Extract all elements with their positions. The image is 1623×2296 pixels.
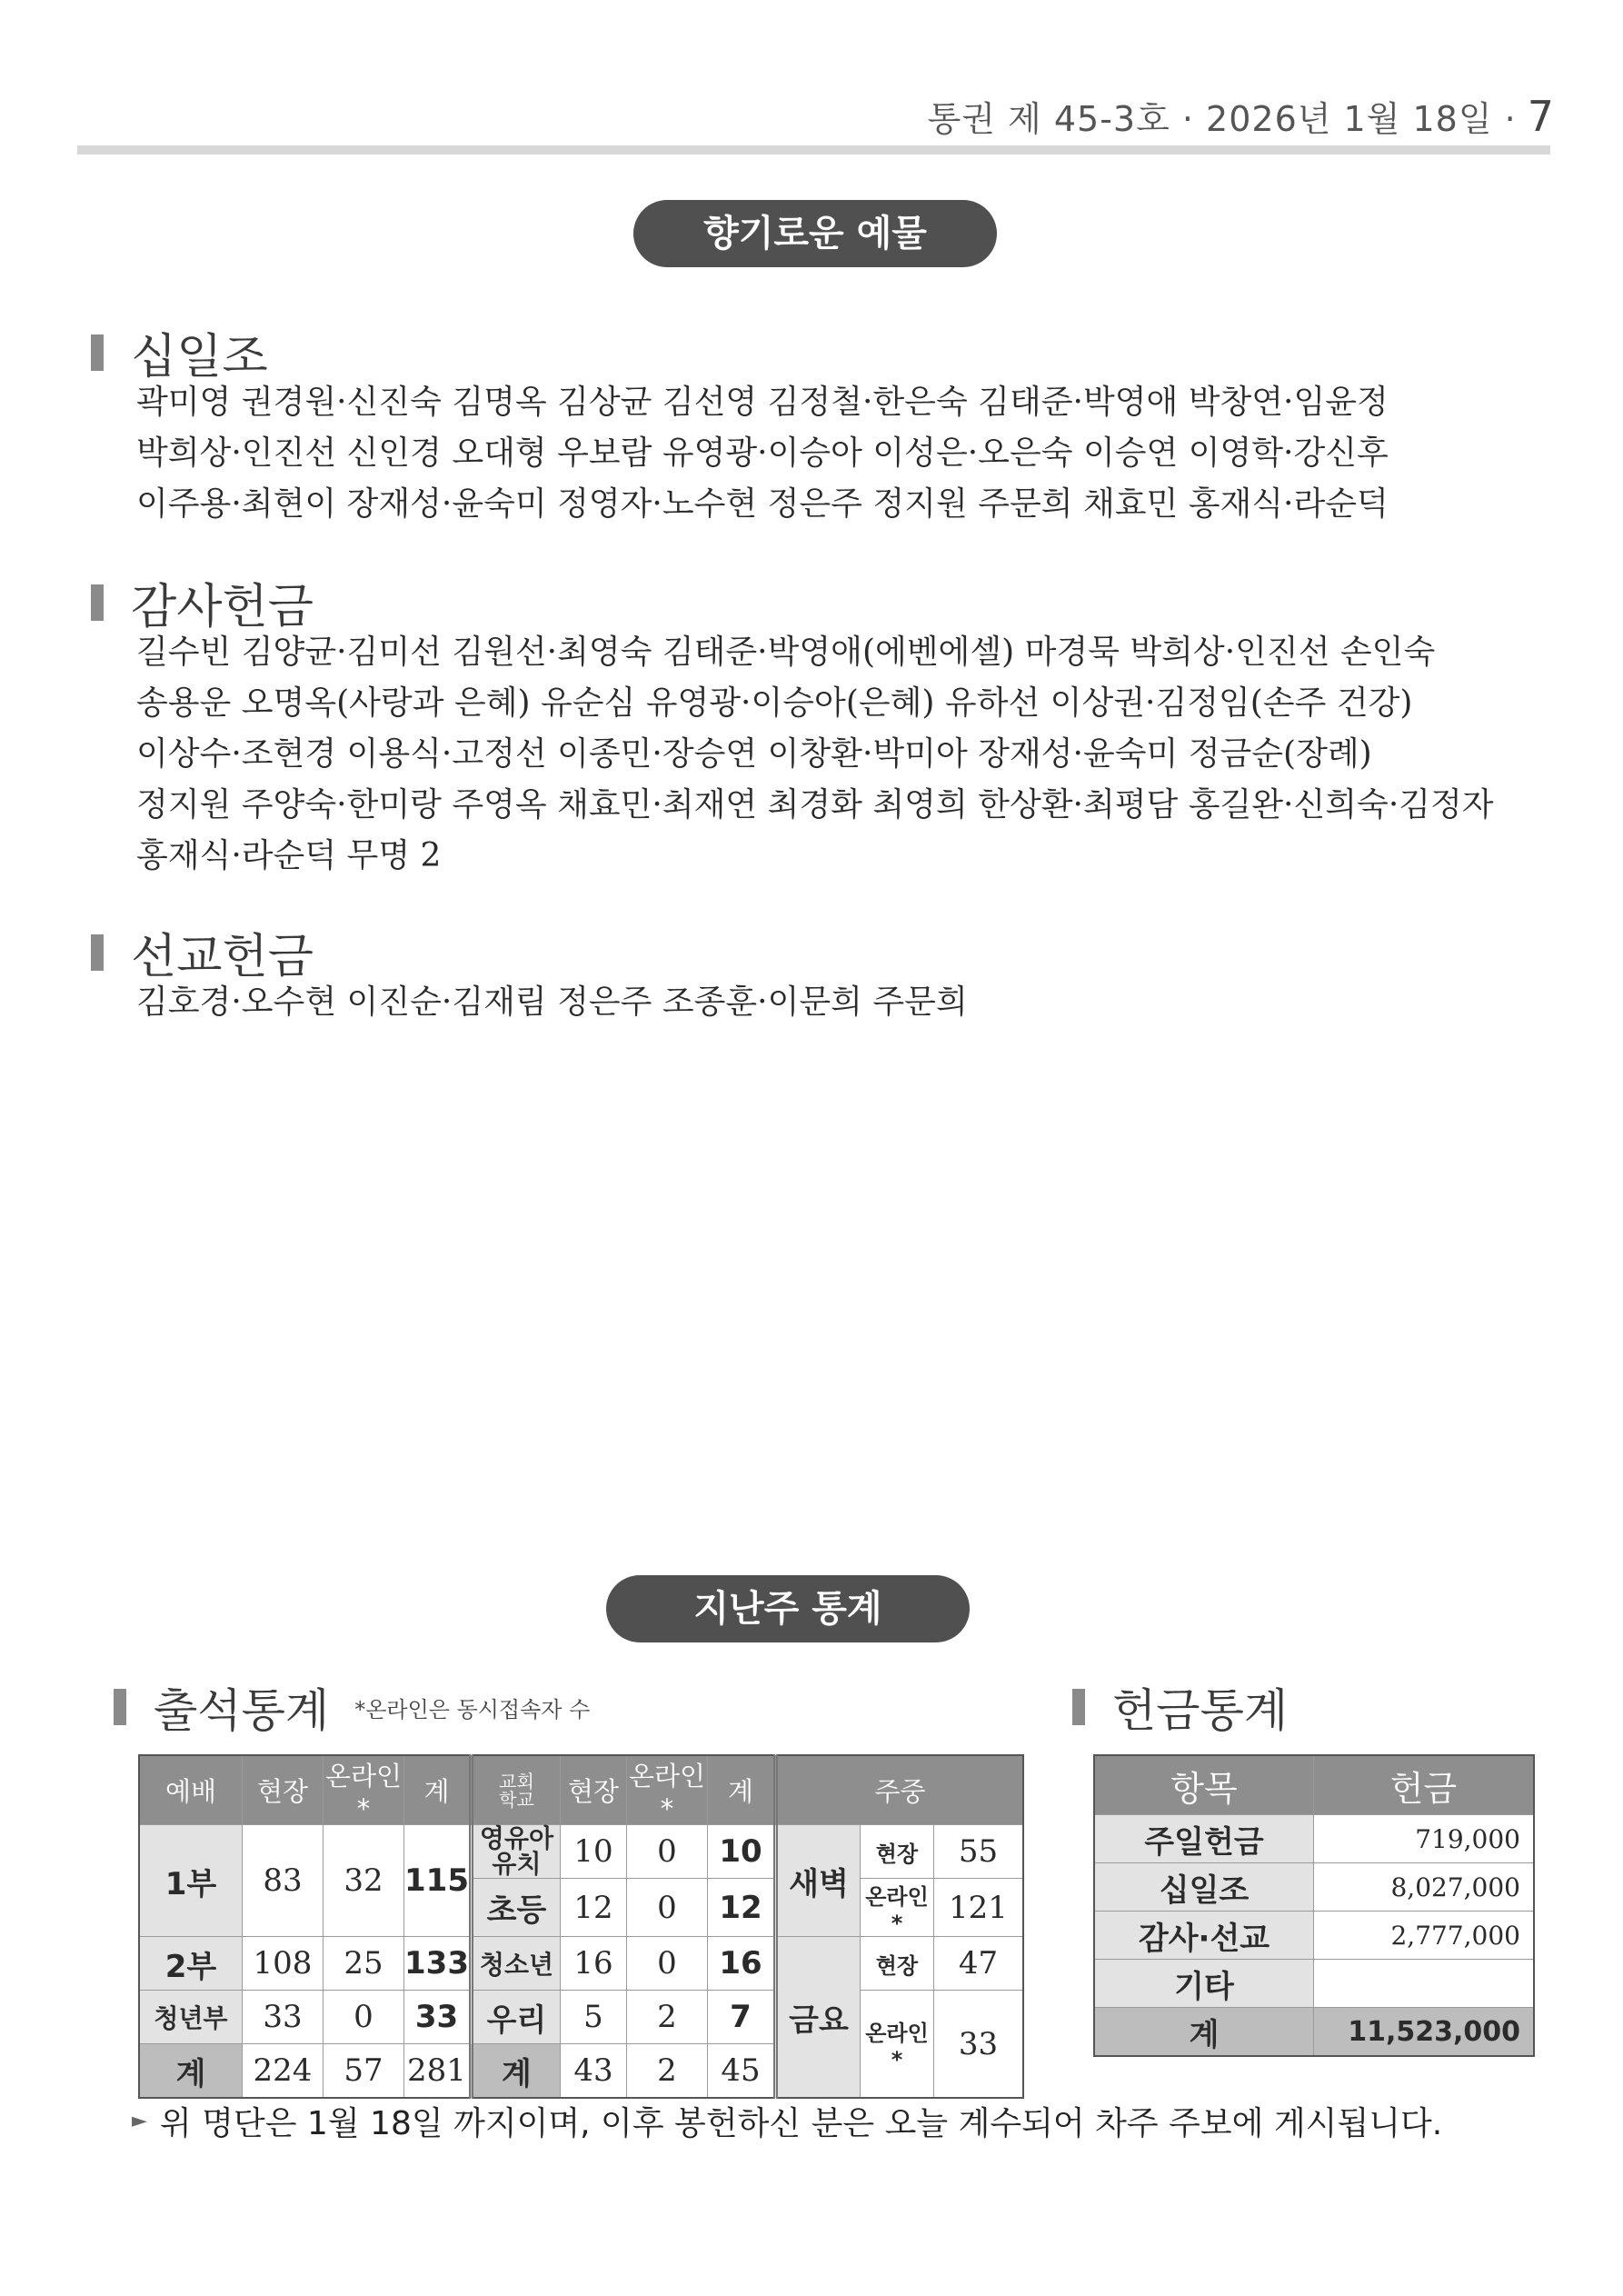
col-header: 헌금 bbox=[1314, 1755, 1535, 1815]
thanks-line: 홍재식·라순덕 무명 2 bbox=[136, 837, 442, 874]
tithe-line: 곽미영 권경원·신진숙 김명옥 김상균 김선영 김정철·한은숙 김태준·박영애 박창연·임윤정 bbox=[136, 384, 1389, 421]
cell: 121 bbox=[933, 1879, 1023, 1937]
thanks-line: 정지원 주양숙·한미랑 주영옥 채효민·최재연 최경화 최영희 한상환·최평담 홍길완·신희숙·김정자 bbox=[136, 786, 1494, 824]
cell: 45 bbox=[707, 2044, 775, 2099]
table-row bbox=[1094, 1863, 1534, 1912]
table-row bbox=[1094, 1912, 1534, 1960]
offering-total-label: 계 bbox=[1094, 2008, 1314, 2057]
attendance-table bbox=[138, 1754, 1024, 2099]
cell: 224 bbox=[243, 2044, 324, 2099]
thanks-section-title bbox=[91, 568, 314, 636]
school-total-label: 계 bbox=[471, 2044, 560, 2099]
cell: 47 bbox=[933, 1937, 1023, 1991]
school-label: 청소년 bbox=[471, 1937, 560, 1991]
offering-item: 감사·선교 bbox=[1094, 1912, 1314, 1960]
thanks-title-text: 감사헌금 bbox=[131, 580, 314, 634]
tithe-title-text: 십일조 bbox=[131, 330, 268, 384]
offering-amount: 719,000 bbox=[1314, 1815, 1535, 1863]
offering-item: 기타 bbox=[1094, 1960, 1314, 2008]
offerings-section-pill: 향기로운 예물 bbox=[633, 200, 997, 267]
offering-amount bbox=[1314, 1960, 1535, 2008]
col-header: 항목 bbox=[1094, 1755, 1314, 1815]
table-header-row bbox=[1094, 1755, 1534, 1815]
col-header: 온라인* bbox=[626, 1755, 707, 1825]
thanks-line: 길수빈 김양균·김미선 김원선·최영숙 김태준·박영애(에벤에셀) 마경묵 박희상·인진선 손인숙 bbox=[136, 634, 1436, 671]
cell: 133 bbox=[404, 1937, 472, 1991]
thanks-name-list bbox=[136, 627, 1494, 882]
col-header: 현장 bbox=[560, 1755, 626, 1825]
triangle-right-icon: ► bbox=[132, 2110, 147, 2132]
worship-label: 1부 bbox=[139, 1825, 243, 1937]
worship-label: 청년부 bbox=[139, 1991, 243, 2044]
attendance-note: *온라인은 동시접속자 수 bbox=[354, 1696, 591, 1722]
offering-item: 십일조 bbox=[1094, 1863, 1314, 1912]
cell: 0 bbox=[626, 1825, 707, 1879]
cell: 12 bbox=[707, 1879, 775, 1937]
col-header: 주중 bbox=[775, 1755, 1023, 1825]
col-header: 온라인* bbox=[324, 1755, 404, 1825]
cell: 10 bbox=[707, 1825, 775, 1879]
offering-item: 주일헌금 bbox=[1094, 1815, 1314, 1863]
cell: 32 bbox=[324, 1825, 404, 1937]
cell: 281 bbox=[404, 2044, 472, 2099]
offering-stats-section-title bbox=[1072, 1674, 1288, 1740]
section-bar bbox=[91, 934, 104, 971]
cell: 16 bbox=[560, 1937, 626, 1991]
tithe-section-title bbox=[91, 318, 268, 386]
tithe-line: 이주용·최현이 장재성·윤숙미 정영자·노수현 정은주 정지원 주문희 채효민 홍재식·라순덕 bbox=[136, 485, 1389, 523]
cell: 16 bbox=[707, 1937, 775, 1991]
weekday-label: 새벽 bbox=[775, 1825, 860, 1937]
cell: 0 bbox=[626, 1879, 707, 1937]
header-divider bbox=[77, 145, 1550, 155]
attendance-title-text: 출석통계 bbox=[154, 1684, 330, 1737]
cell: 10 bbox=[560, 1825, 626, 1879]
cell: 115 bbox=[404, 1825, 472, 1937]
page-number: 7 bbox=[1527, 92, 1555, 141]
mission-name-list bbox=[136, 977, 968, 1028]
cell: 33 bbox=[933, 1991, 1023, 2099]
cell: 33 bbox=[404, 1991, 472, 2044]
section-bar bbox=[1072, 1689, 1085, 1725]
cell: 현장 bbox=[860, 1825, 933, 1879]
offering-amount: 8,027,000 bbox=[1314, 1863, 1535, 1912]
cell: 12 bbox=[560, 1879, 626, 1937]
section-bar bbox=[91, 584, 104, 621]
cell: 33 bbox=[243, 1991, 324, 2044]
table-row bbox=[1094, 1960, 1534, 2008]
mission-title-text: 선교헌금 bbox=[131, 930, 314, 984]
offering-stats-title-text: 헌금통계 bbox=[1112, 1684, 1289, 1737]
table-row bbox=[1094, 1815, 1534, 1863]
offering-total-amount: 11,523,000 bbox=[1314, 2008, 1535, 2057]
tithe-name-list bbox=[136, 377, 1389, 530]
page-header bbox=[928, 91, 1555, 141]
attendance-section-title bbox=[114, 1674, 590, 1740]
table-total-row bbox=[1094, 2008, 1534, 2057]
cell: 온라인* bbox=[860, 1879, 933, 1937]
cell: 5 bbox=[560, 1991, 626, 2044]
worship-label: 2부 bbox=[139, 1937, 243, 1991]
col-header: 계 bbox=[707, 1755, 775, 1825]
section-bar bbox=[114, 1689, 126, 1725]
stats-section-pill: 지난주 통계 bbox=[606, 1575, 970, 1642]
school-label: 영유아 유치 bbox=[471, 1825, 560, 1879]
tithe-line: 박희상·인진선 신인경 오대형 우보람 유영광·이승아 이성은·오은숙 이승연 이영학·강신후 bbox=[136, 434, 1389, 472]
thanks-line: 이상수·조현경 이용식·고정선 이종민·장승연 이창환·박미아 장재성·윤숙미 정금순(장례) bbox=[136, 735, 1372, 773]
thanks-line: 송용운 오명옥(사랑과 은혜) 유순심 유영광·이승아(은혜) 유하선 이상권·김정임(손주 건강) bbox=[136, 684, 1413, 722]
col-header: 계 bbox=[404, 1755, 472, 1825]
cell: 83 bbox=[243, 1825, 324, 1937]
issue-info: 통권 제 45-3호 · 2026년 1월 18일 · bbox=[927, 99, 1517, 139]
mission-section-title bbox=[91, 918, 314, 986]
section-bar bbox=[91, 334, 104, 371]
cell: 온라인* bbox=[860, 1991, 933, 2099]
footnote bbox=[132, 2098, 1442, 2144]
col-header: 현장 bbox=[243, 1755, 324, 1825]
cell: 현장 bbox=[860, 1937, 933, 1991]
cell: 108 bbox=[243, 1937, 324, 1991]
table-row bbox=[139, 1825, 1023, 1879]
mission-line: 김호경·오수현 이진순·김재림 정은주 조종훈·이문희 주문희 bbox=[136, 983, 968, 1021]
table-row bbox=[139, 1937, 1023, 1991]
cell: 2 bbox=[626, 1991, 707, 2044]
cell: 0 bbox=[626, 1937, 707, 1991]
cell: 0 bbox=[324, 1991, 404, 2044]
offering-stats-table bbox=[1093, 1754, 1535, 2057]
col-header: 예배 bbox=[139, 1755, 243, 1825]
table-row bbox=[139, 1991, 1023, 2044]
cell: 57 bbox=[324, 2044, 404, 2099]
school-label: 우리 bbox=[471, 1991, 560, 2044]
cell: 7 bbox=[707, 1991, 775, 2044]
school-label: 초등 bbox=[471, 1879, 560, 1937]
cell: 43 bbox=[560, 2044, 626, 2099]
table-header-row bbox=[139, 1755, 1023, 1825]
worship-total-label: 계 bbox=[139, 2044, 243, 2099]
cell: 55 bbox=[933, 1825, 1023, 1879]
cell: 25 bbox=[324, 1937, 404, 1991]
offering-amount: 2,777,000 bbox=[1314, 1912, 1535, 1960]
cell: 2 bbox=[626, 2044, 707, 2099]
footnote-text: 위 명단은 1월 18일 까지이며, 이후 봉헌하신 분은 오늘 계수되어 차주 주보에 게시됩니다. bbox=[159, 2105, 1443, 2142]
col-header: 교회 학교 bbox=[471, 1755, 560, 1825]
weekday-label: 금요 bbox=[775, 1937, 860, 2099]
